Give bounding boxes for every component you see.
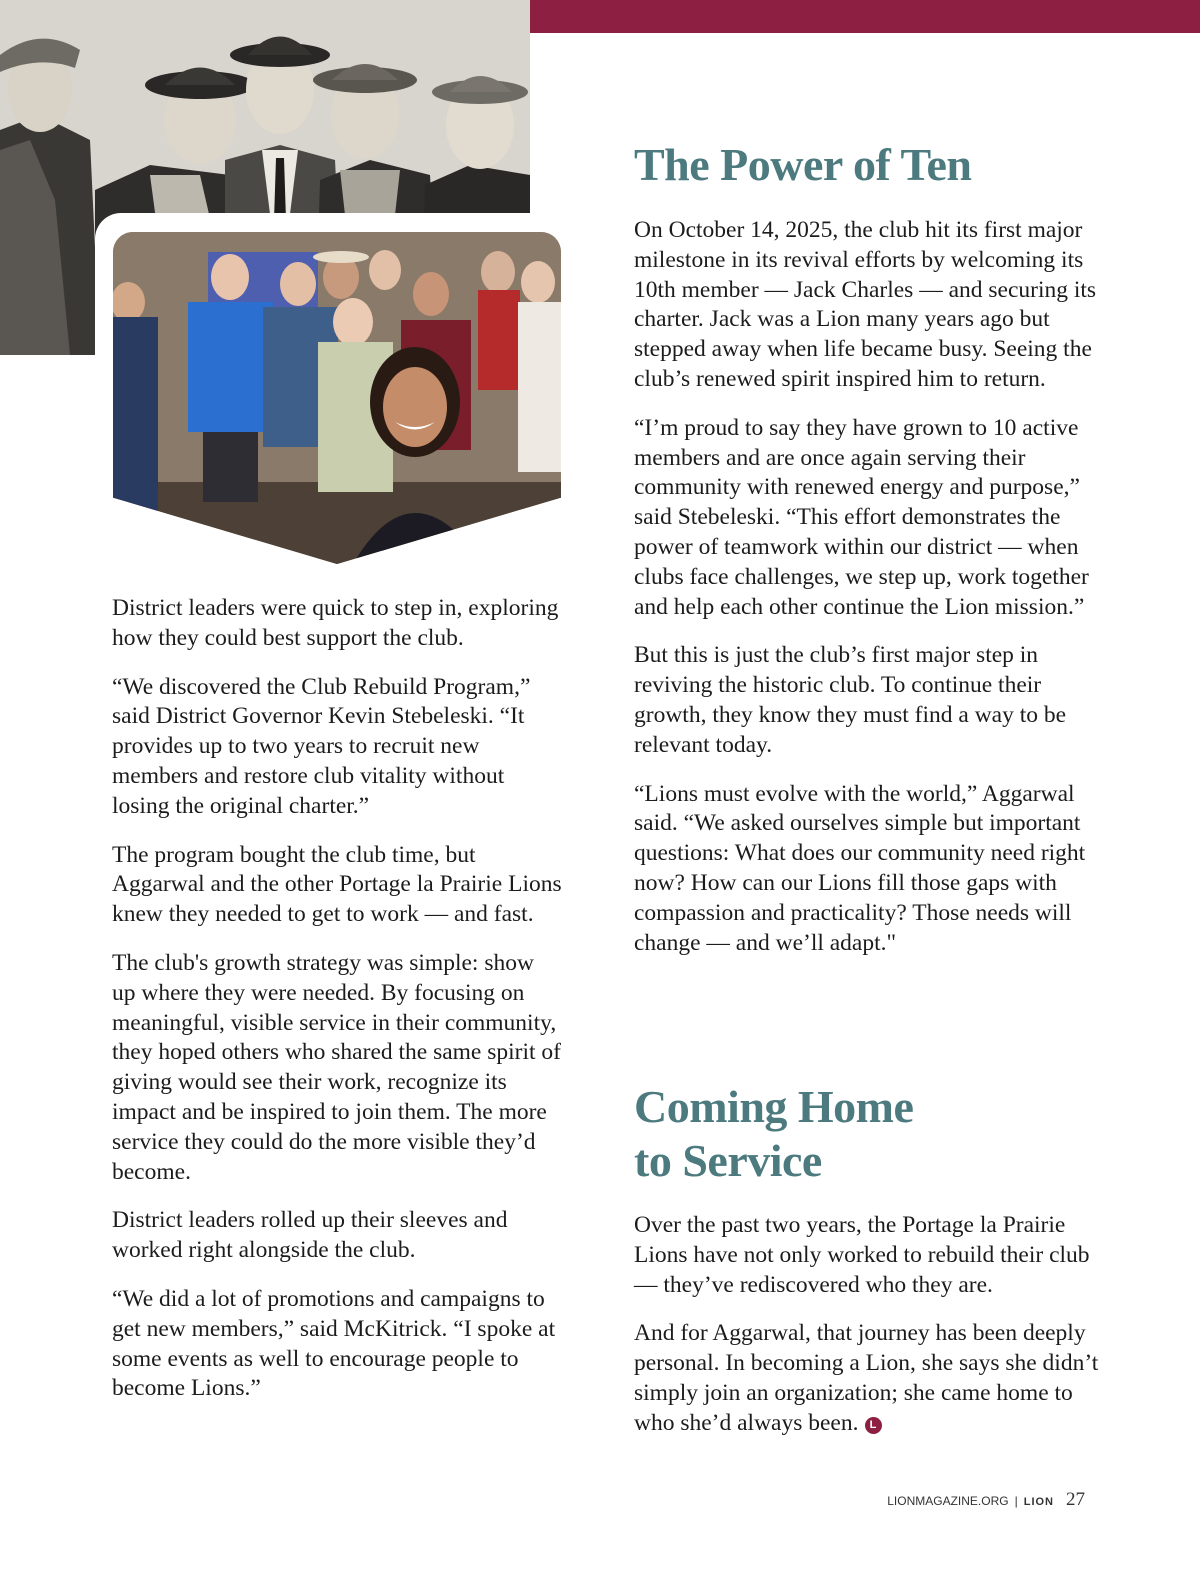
body-paragraph: “I’m proud to say they have grown to 10 active members and are once again serving their community with renewed energy and purpose,” said Stebeleski. “This effort demonstrates the power of teamwork within our district — when clubs face challenges, we step up, work together and help each other continue the Lion mission.” (634, 414, 1089, 620)
footer-separator: | (1014, 1494, 1018, 1508)
footer-site: LIONMAGAZINE.ORG (887, 1494, 1009, 1508)
top-accent-bar (530, 0, 1200, 33)
body-paragraph: District leaders rolled up their sleeves and worked right alongside the club. (112, 1207, 508, 1264)
body-paragraph: But this is just the club’s first major step in reviving the historic club. To continue their growth, they know they must find a way to be relevant today. (634, 642, 1067, 758)
body-paragraph: Over the past two years, the Portage la Prairie Lions have not only worked to rebuild their club — they’ve rediscovered who they are. (634, 1212, 1090, 1298)
body-paragraph: On October 14, 2025, the club hit its first major milestone in its revival efforts by welcoming its 10th member — Jack Charles — and securing its charter. Jack was a Lion many years ago but stepped away when life became busy. Seeing the club’s renewed spirit inspired him to return. (634, 217, 1097, 392)
section-heading (634, 1080, 913, 1188)
right-column (634, 216, 1104, 977)
body-paragraph: “We did a lot of promotions and campaigns to get new members,” said McKitrick. “I spoke at some events as well to encourage people to become Lions.” (112, 1285, 556, 1402)
footer-brand: LION (1023, 1496, 1054, 1508)
section-heading: The Power of Ten (634, 139, 972, 190)
page-number: 27 (1066, 1489, 1085, 1510)
body-paragraph: District leaders were quick to step in, exploring how they could best support the club. (112, 595, 559, 651)
body-paragraph: “Lions must evolve with the world,” Aggarwal said. “We asked ourselves simple but important questions: What does our community need right now? How can our Lions fill those gaps with compassion and practicality? Those needs will change — and we’ll adapt." (634, 780, 1086, 956)
body-paragraph: The program bought the club time, but Aggarwal and the other Portage la Prairie Lions knew they needed to get to work — and fast. (112, 841, 562, 928)
page-footer (887, 1489, 1085, 1511)
group-photo (113, 232, 561, 564)
body-paragraph (634, 1319, 1104, 1438)
body-paragraph: “We discovered the Club Rebuild Program,” said District Governor Kevin Stebeleski. “It provides up to two years to recruit new members and restore club vitality without losing the original charter.” (112, 673, 531, 819)
paragraph-text: And for Aggarwal, that journey has been deeply personal. In becoming a Lion, she says she didn’t simply join an organization; she came home to who she’d always been. (634, 1320, 1099, 1436)
body-paragraph: The club's growth strategy was simple: show up where they were needed. By focusing on meaningful, visible service in their community, they hoped others who shared the same spirit of giving would see their work, recognize its impact and be inspired to join them. The more service they could do the more visible they’d become. (112, 949, 562, 1185)
heading-line: Coming Home (634, 1081, 914, 1132)
right-column-lower (634, 1211, 1104, 1458)
heading-line: to Service (634, 1135, 822, 1186)
left-column (112, 594, 562, 1423)
lion-end-mark-icon: L (865, 1417, 882, 1434)
